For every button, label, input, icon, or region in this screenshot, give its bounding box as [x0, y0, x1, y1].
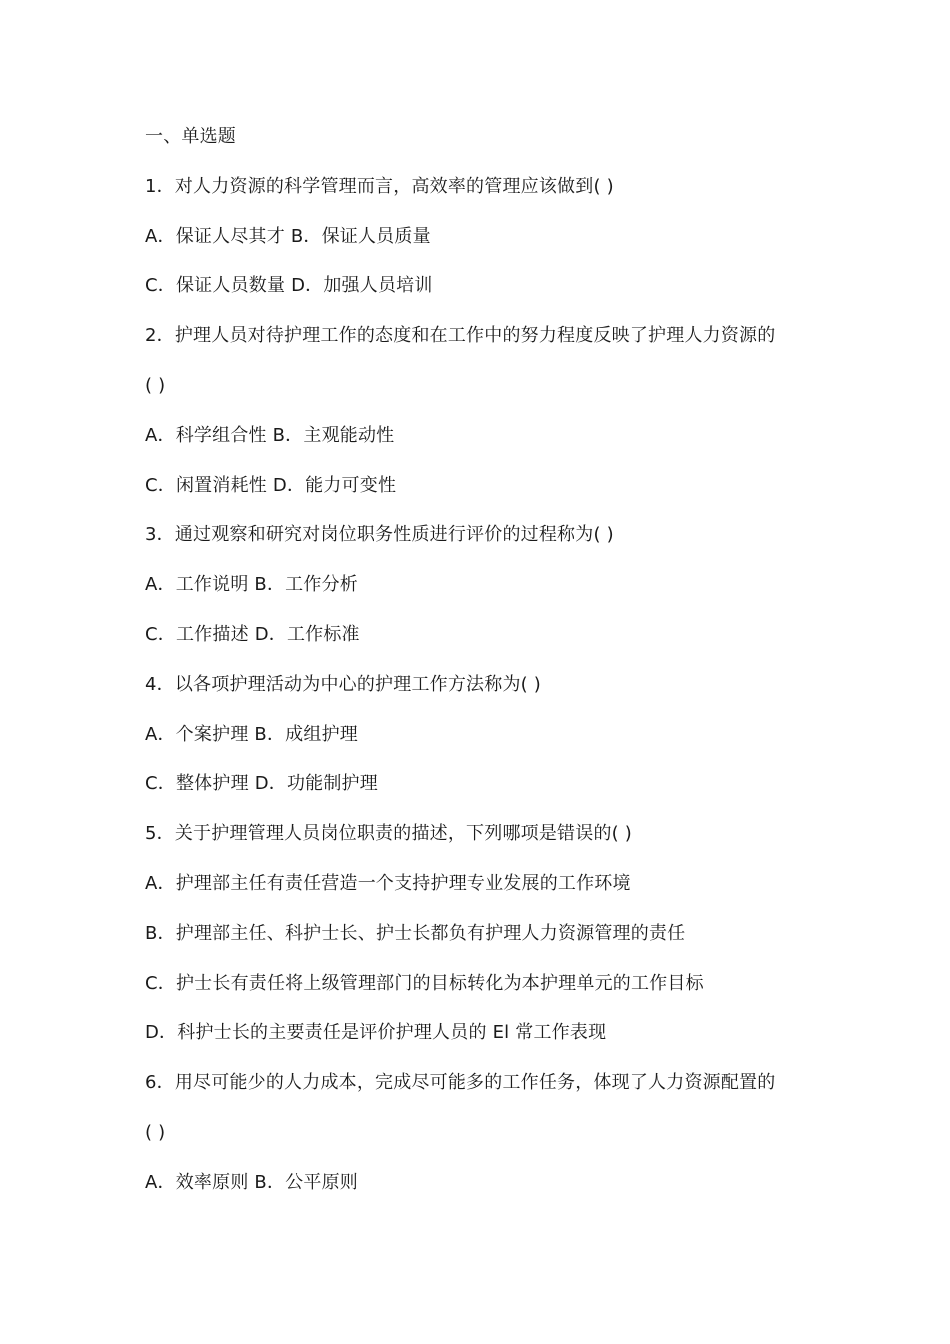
question-5-option-d: D．科护士长的主要责任是评价护理人员的 El 常工作表现	[145, 1022, 607, 1044]
question-5-option-b: B．护理部主任、科护士长、护士长都负有护理人力资源管理的责任	[145, 922, 686, 944]
question-4-options-ab: A．个案护理 B．成组护理	[145, 723, 358, 745]
question-2-stem: 2．护理人员对待护理工作的态度和在工作中的努力程度反映了护理人力资源的	[145, 325, 776, 347]
question-3-options-ab: A．工作说明 B．工作分析	[145, 574, 358, 596]
question-6-stem-continued: ( )	[145, 1121, 166, 1143]
question-2-options-cd: C．闲置消耗性 D．能力可变性	[145, 474, 397, 496]
section-title: 一、单选题	[145, 126, 236, 147]
question-1-stem: 1．对人力资源的科学管理而言，高效率的管理应该做到( )	[145, 175, 614, 197]
question-6-stem: 6．用尽可能少的人力成本，完成尽可能多的工作任务，体现了人力资源配置的	[145, 1072, 776, 1094]
question-5-stem: 5．关于护理管理人员岗位职责的描述，下列哪项是错误的( )	[145, 823, 633, 845]
question-4-stem: 4．以各项护理活动为中心的护理工作方法称为( )	[145, 673, 542, 695]
question-2-stem-continued: ( )	[145, 374, 166, 396]
question-1-options-cd: C．保证人员数量 D．加强人员培训	[145, 275, 433, 297]
question-6-options-ab: A．效率原则 B．公平原则	[145, 1171, 358, 1193]
question-4-options-cd: C．整体护理 D．功能制护理	[145, 773, 378, 795]
question-2-options-ab: A．科学组合性 B．主观能动性	[145, 424, 395, 446]
document-page	[145, 112, 825, 1208]
question-3-stem: 3．通过观察和研究对岗位职务性质进行评价的过程称为( )	[145, 524, 614, 546]
question-1-options-ab: A．保证人尽其才 B．保证人员质量	[145, 225, 431, 247]
question-5-option-c: C．护士长有责任将上级管理部门的目标转化为本护理单元的工作目标	[145, 972, 704, 994]
question-3-options-cd: C．工作描述 D．工作标准	[145, 623, 360, 645]
question-5-option-a: A．护理部主任有责任营造一个支持护理专业发展的工作环境	[145, 872, 631, 894]
